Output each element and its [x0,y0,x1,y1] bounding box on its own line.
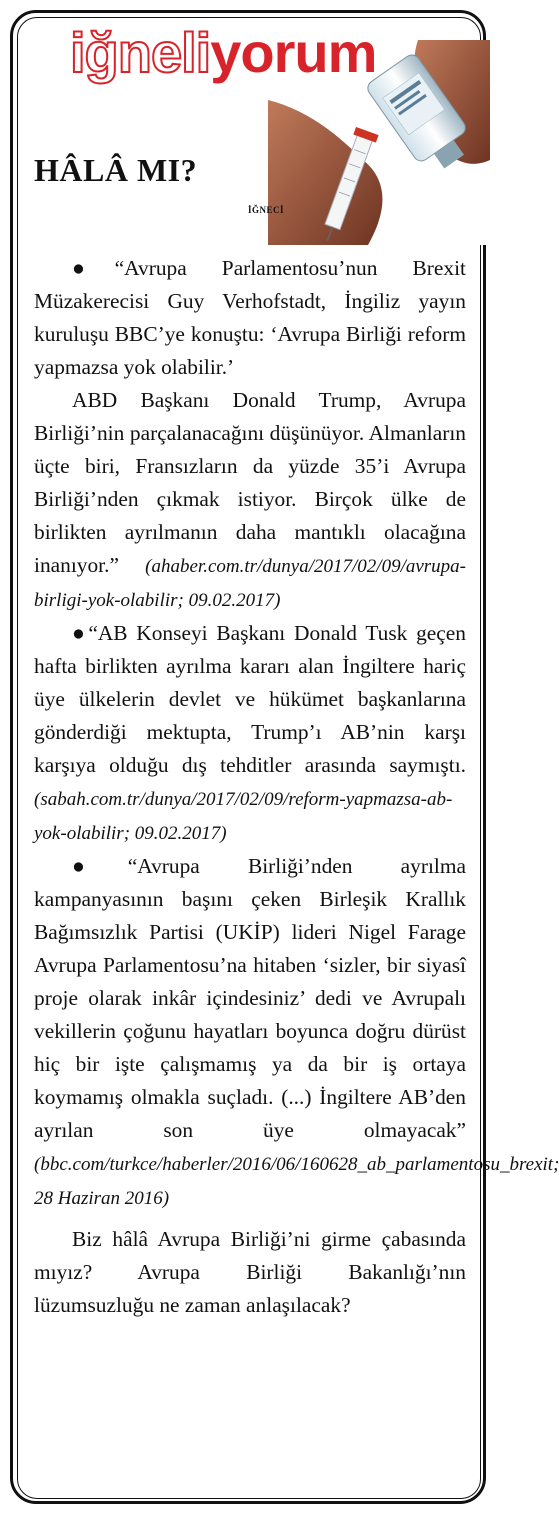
source-citation: (bbc.com/turkce/haberler/2016/06/160628_ab_parlamentosu_brexit; 28 Haziran 2016) [34,1154,559,1209]
source-citation: (ahaber.com.tr/dunya/2017/02/09/avrupa-birligi-yok-olabilir; 09.02.2017) [34,556,466,611]
source-citation: (sabah.com.tr/dunya/2017/02/09/reform-yapmazsa-ab-yok-olabilir; 09.02.2017) [34,789,453,844]
masthead-part1: iğneli [70,21,211,84]
masthead-part2: yorum [210,21,377,84]
article-headline: HÂLÂ MI? [34,152,198,188]
paragraph: Biz hâlâ Avrupa Birliği’ni girme çabasında mıyız? Avrupa Birliği Bakanlığı’nın lüzumsuzluğu ne zaman anlaşılacak? [34,1227,466,1317]
paragraph: ●“Avrupa Parlamentosu’nun Brexit Müzakerecisi Guy Verhofstadt, İngiliz yayın kuruluşu BBC’ye konuştu: ‘Avrupa Birliği reform yapmazsa yok olabilir.’ [34,256,466,379]
author-name: İĞNECİ [248,205,285,215]
paragraph: ABD Başkanı Donald Trump, Avrupa Birliği’nin parçalanacağını düşünüyor. Almanların üçte biri, Fransızların da yüzde 35’i Avrupa Birliği’nden çıkmak istiyor. Birçok ülke de birlikten ayrılmanın daha mantıklı olacağına inanıyor.” (ahaber.com.tr/dunya/2017/02/09/avrupa-birligi-yok-olabilir; 09.02.2017) [34,388,466,611]
article-body [34,252,559,1322]
masthead-logo [70,22,376,84]
paragraph: ●“Avrupa Birliği’nden ayrılma kampanyasının başını çeken Birleşik Krallık Bağımsızlık Partisi (UKİP) lideri Nigel Farage Avrupa Parlamentosu’na hitaben ‘sizler, bir siyasî proje olarak inkâr içindesiniz’ dedi ve Avrupalı vekillerin çoğunu hayatları boyunca doğru dürüst hiç bir işte çalışmamış ya da bir iş ortaya koymamış olmakla suçladı. (...) İngiltere AB’den ayrılan son üye olmayacak” (bbc.com/turkce/haberler/2016/06/160628_ab_parlamentosu_brexit; 28 Haziran 2016) [34,854,559,1209]
paragraph: ●“AB Konseyi Başkanı Donald Tusk geçen hafta birlikten ayrılma kararı alan İngiltere hariç üye ülkelerin devlet ve hükümet başkanlarına gönderdiği mektupta, Trump’ı AB’nin karşı karşıya olduğu dış tehditler arasında saymıştı. (sabah.com.tr/dunya/2017/02/09/reform-yapmazsa-ab-yok-olabilir; 09.02.2017) [34,621,466,844]
